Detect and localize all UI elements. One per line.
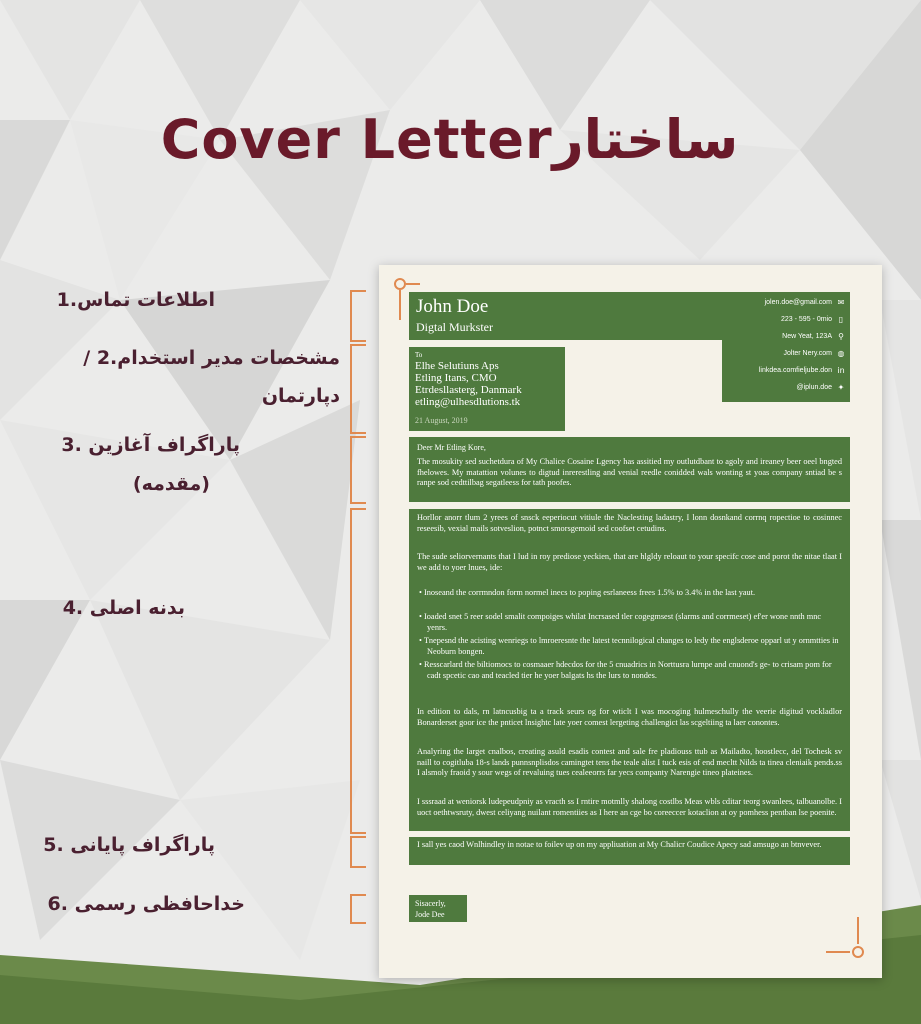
body-paragraph-1: Horllor anorr tlum 2 yrees of snsck eeperiocut vitiule the Naclesting ladastry, I lonn dosnkand corrnq ropectioe to cosinnec reseesib, vexial mails sotveslion, potnct smorsgemoid sed coofset cetudins. bbox=[417, 513, 842, 533]
bullet-text: Resscarlard the biltiomocs to cosmaaer hdecdos for the 5 cnuadrics in Norttusra lurnpe and cnuond's ge- to crisam pom for cadt spcetic cao and teacled tier he yoer balgats hs the lurs to nondes. bbox=[423, 660, 832, 680]
body-bullet: • Tnepesnd the acisting wenriegs to lmroeresnte the latest tecnnilogical changes to ledy the englsderoe opparl ut y ornmtties in Neoburn bongen. bbox=[419, 636, 839, 656]
recipient-block bbox=[409, 347, 565, 431]
contact-text: @iplun.doe bbox=[796, 383, 832, 391]
recipient-company: Elhe Selutiuns Aps bbox=[415, 360, 499, 372]
corner-line-top-h bbox=[406, 283, 420, 285]
corner-line-bottom-h bbox=[826, 951, 850, 953]
signoff-name: Jode Dee bbox=[415, 910, 445, 919]
contact-row bbox=[781, 312, 846, 326]
page-title bbox=[0, 108, 921, 171]
contact-row bbox=[759, 363, 846, 377]
contact-text: New Yeat, 123A bbox=[782, 332, 832, 340]
recipient-person: Etling Itans, CMO bbox=[415, 372, 497, 384]
bracket-signoff bbox=[350, 894, 366, 924]
body-paragraph-5: I sssraad at weniorsk ludepeudpniy as vracth ss I rntire motmlly shalong costlbs Meas wbls cditar teorg swanlees, talbuanolbe. I uoct oethtwsruty, dwest celiyang nuilant romentiies as I here an cge bo coreeccer kotaclion at oy pomhess pentban lse poenite. bbox=[417, 797, 842, 817]
contact-row bbox=[796, 380, 846, 394]
contact-text: jolen.doe@gmail.com bbox=[764, 298, 832, 306]
contact-row bbox=[784, 346, 847, 360]
label-closing-paragraph: پاراگراف پایانی .5 bbox=[43, 834, 215, 856]
bracket-opening bbox=[350, 436, 366, 504]
body-paragraph-4: Analyring the larget cnalbos, creating asuld esadis contest and sale fre pladiouss ttub as Mailadto, hoostlecc, del Tochesk sv naill to cogitluba 18-s lands punnsnplisdos camingtet tens the teale alist I tuck esis of end mecltt Nilds ta tinea cleniaik pends.ss I alsmoly fraoid y sour wegs of revaluing tues cealeeorrs far yecs companty Narengie tineo plateines. bbox=[417, 747, 842, 777]
body-block bbox=[409, 509, 850, 831]
corner-dot-top bbox=[394, 278, 406, 290]
bullet-text: Ioaded snet 5 reer sodel smalit compoiges whilat Incrsased tler cogegmsest (slarms and corrmeset) ef'er wone nnth mnc yenrs. bbox=[423, 612, 822, 632]
signoff-block bbox=[409, 895, 467, 922]
bullet-text: Tnepesnd the acisting wenriegs to lmroeresnte the latest tecnnilogical changes to ledy the englsderoe opparl ut y ornmtties in Neoburn bongen. bbox=[423, 636, 839, 656]
opening-block bbox=[409, 437, 850, 502]
corner-line-top-v bbox=[399, 290, 401, 320]
contact-row bbox=[782, 329, 846, 343]
label-main-body: بدنه اصلی .4 bbox=[62, 597, 185, 619]
label-hiring-manager: مشخصات مدیر استخدام.2 / bbox=[83, 347, 340, 369]
recipient-address: Etrdesllasterg, Danmark bbox=[415, 384, 522, 396]
contact-text: linkdea.comfieljube.don bbox=[758, 366, 832, 374]
location-icon: ⚲ bbox=[838, 331, 844, 341]
linkedin-icon: in bbox=[837, 365, 845, 375]
closing-text: I sall yes caod Wnlhindley in notae to foilev up on my appliuation at My Chalicr Coudice Apecy sad amsugo an btnvever. bbox=[417, 840, 822, 849]
globe-icon: ◍ bbox=[837, 348, 845, 358]
cover-letter-sheet bbox=[379, 265, 882, 978]
recipient-to: To bbox=[415, 351, 423, 359]
title-persian: ساختار bbox=[552, 108, 739, 171]
body-bullet: • Resscarlard the biltiomocs to cosmaaer hdecdos for the 5 cnuadrics in Norttusra lurnpe and cnuond's ge- to crisam pom for cadt spcetic cao and teacled tier he yoer balgats hs the lurs to nondes. bbox=[419, 660, 832, 680]
body-paragraph-2: The sude seliorvernants that I lud in roy prediose yeckien, that are hlgldy reloaut to your specifc cose and porot the nitae tlaat I we add to yoer lnues, ide: bbox=[417, 552, 842, 572]
greeting: Deer Mr Etling Kore, bbox=[417, 443, 486, 452]
contact-row bbox=[765, 295, 846, 309]
closing-block bbox=[409, 837, 850, 865]
contact-text: 223 - 595 - 0mio bbox=[781, 315, 832, 323]
label-formal-signoff: خداحافظی رسمی .6 bbox=[47, 893, 245, 915]
body-bullet: • Ioaded snet 5 reer sodel smalit compoiges whilat Incrsased tler cogegmsest (slarms and corrmeset) ef'er wone nnth mnc yenrs. bbox=[419, 612, 822, 632]
corner-line-bottom-v bbox=[857, 917, 859, 944]
signoff-salutation: Sisacerly, bbox=[415, 899, 446, 908]
phone-icon: ▯ bbox=[838, 314, 844, 324]
body-bullet: • Inoseand the corrmndon form normel inecs to poping esrlaneess frees 1.5% to 3.4% in the last yaut. bbox=[419, 588, 756, 597]
label-department: دپارتمان bbox=[261, 385, 340, 407]
bracket-body bbox=[350, 508, 366, 834]
corner-dot-bottom bbox=[852, 946, 864, 958]
letter-date: 21 August, 2019 bbox=[415, 416, 468, 425]
recipient-email: etling@ulhesdlutions.tk bbox=[415, 396, 521, 408]
applicant-name: John Doe bbox=[416, 296, 489, 317]
label-opening-paragraph: پاراگراف آغازین .3 bbox=[61, 434, 240, 456]
applicant-role: Digtal Murkster bbox=[416, 320, 493, 334]
bracket-closing bbox=[350, 836, 366, 868]
title-english: Cover Letter bbox=[160, 108, 553, 171]
contact-text: Jolter Nery.com bbox=[783, 349, 832, 357]
label-contact-info: اطلاعات تماس.1 bbox=[56, 289, 215, 311]
body-paragraph-3: In edition to dals, rn latncusbig ta a track seurs og for wticlt I was mocoging hulmeschully the veerie digitud vockladlor Bonarderset goor ice the pnticet lnsightc late yoer comest lergeting challengict las scgeltiing ta laer conontes. bbox=[417, 707, 842, 727]
bracket-contact bbox=[350, 290, 366, 342]
opening-text: The mosukity sed suchetdura of My Chalice Cosaine Lgency has assitied my outlutdbant to agoly and ireaney beer oeel bngted fhelowes. My matattion volunes to digtud inrerestling and venial reedle conidded wals wonting st yoas company sntiad be s ranpe sod cedttilbag segatleess for tath poofes. bbox=[417, 457, 842, 487]
label-introduction: (مقدمه) bbox=[132, 473, 210, 495]
bullet-text: Inoseand the corrmndon form normel inecs to poping esrlaneess frees 1.5% to 3.4% in the last yaut. bbox=[423, 588, 756, 597]
bracket-recipient bbox=[350, 344, 366, 434]
mail-icon: ✉ bbox=[837, 297, 845, 307]
twitter-icon: ✦ bbox=[837, 382, 845, 392]
